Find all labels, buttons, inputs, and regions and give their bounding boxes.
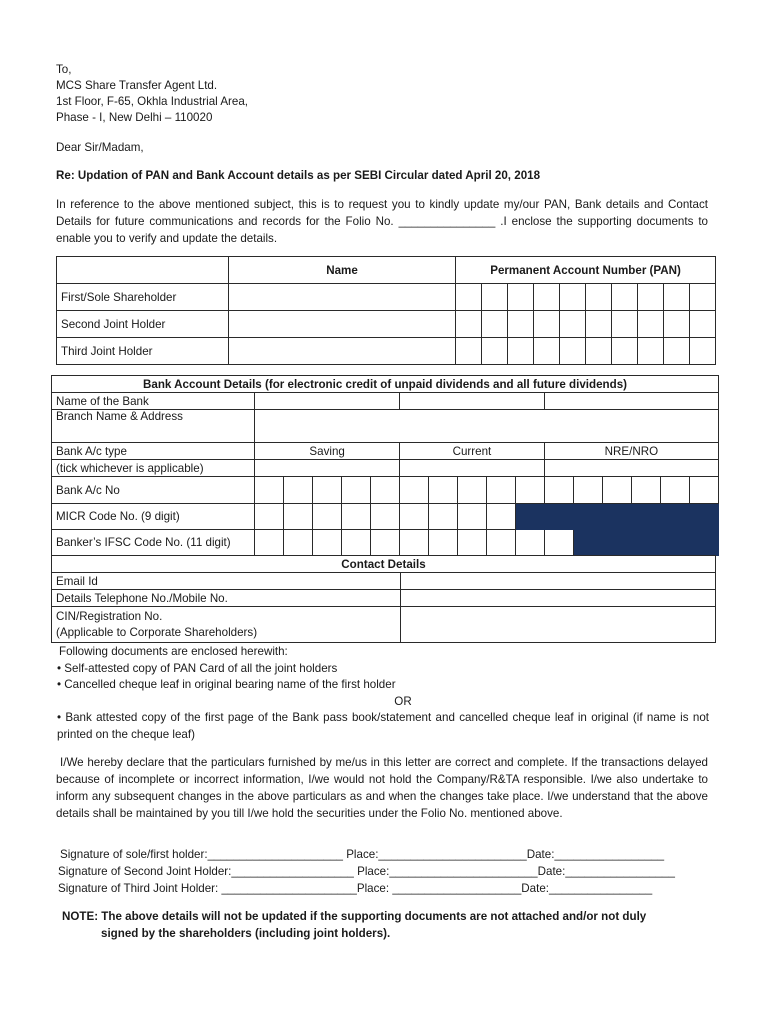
pan-box[interactable] [508, 284, 534, 311]
ifsc-label: Banker’s IFSC Code No. (11 digit) [52, 530, 255, 556]
salutation: Dear Sir/Madam, [56, 141, 144, 154]
pan-header-blank [57, 257, 229, 284]
pan-box[interactable] [534, 338, 560, 365]
bank-name-field[interactable] [544, 393, 718, 410]
ifsc-char-box[interactable] [428, 530, 457, 556]
subject-line: Re: Updation of PAN and Bank Account details as per SEBI Circular dated April 20, 2018 [56, 169, 541, 182]
pan-box[interactable] [508, 311, 534, 338]
account-digit-box[interactable] [342, 477, 371, 504]
or-separator: OR [394, 694, 412, 708]
cin-label [52, 607, 401, 643]
account-digit-box[interactable] [428, 477, 457, 504]
pan-row-third [57, 338, 716, 365]
shaded-cell [660, 530, 689, 556]
bank-name-field[interactable] [400, 393, 545, 410]
pan-box[interactable] [638, 338, 664, 365]
phone-field[interactable] [401, 590, 716, 607]
documents-intro: Following documents are enclosed herewith: [59, 645, 288, 658]
micr-digit-box[interactable] [313, 504, 342, 530]
account-digit-box[interactable] [689, 477, 718, 504]
ifsc-char-box[interactable] [371, 530, 400, 556]
shaded-cell [631, 504, 660, 530]
document-item: • Self-attested copy of PAN Card of all the joint holders [57, 661, 338, 675]
account-digit-box[interactable] [573, 477, 602, 504]
cin-label-text: CIN/Registration No. [56, 609, 163, 623]
micr-digit-box[interactable] [486, 504, 515, 530]
pan-box[interactable] [664, 338, 690, 365]
bank-name-field[interactable] [255, 393, 400, 410]
account-digit-box[interactable] [660, 477, 689, 504]
account-type-label: Bank A/c type [52, 443, 255, 460]
micr-digit-box[interactable] [428, 504, 457, 530]
account-digit-box[interactable] [515, 477, 544, 504]
micr-digit-box[interactable] [284, 504, 313, 530]
account-digit-box[interactable] [255, 477, 284, 504]
pan-box[interactable] [664, 284, 690, 311]
account-digit-box[interactable] [313, 477, 342, 504]
ifsc-char-box[interactable] [486, 530, 515, 556]
saving-tick-box[interactable] [255, 460, 400, 477]
shaded-cell [544, 504, 573, 530]
pan-column-header: Permanent Account Number (PAN) [456, 257, 716, 284]
ifsc-char-box[interactable] [313, 530, 342, 556]
second-holder-label: Second Joint Holder [57, 311, 229, 338]
account-digit-box[interactable] [544, 477, 573, 504]
note-line-1: NOTE: The above details will not be updated if the supporting documents are not attached and/or not duly [62, 910, 647, 923]
pan-box[interactable] [586, 311, 612, 338]
ifsc-char-box[interactable] [515, 530, 544, 556]
ifsc-char-box[interactable] [255, 530, 284, 556]
pan-box[interactable] [534, 311, 560, 338]
pan-table [56, 256, 716, 365]
pan-box[interactable] [690, 311, 716, 338]
name-column-header: Name [229, 257, 456, 284]
pan-box[interactable] [560, 338, 586, 365]
ifsc-char-box[interactable] [400, 530, 429, 556]
documents-list [57, 644, 709, 743]
account-digit-box[interactable] [602, 477, 631, 504]
signature-second-line[interactable]: Signature of Second Joint Holder:___________________ Place:_______________________Date:_________________ [58, 865, 675, 878]
third-holder-name-field[interactable] [229, 338, 456, 365]
pan-box[interactable] [482, 338, 508, 365]
shaded-cell [689, 504, 718, 530]
address-to: To, [56, 63, 72, 76]
pan-box[interactable] [508, 338, 534, 365]
first-holder-name-field[interactable] [229, 284, 456, 311]
contact-details-title: Contact Details [52, 556, 716, 573]
account-type-hint: (tick whichever is applicable) [52, 460, 255, 477]
pan-header-row [57, 257, 716, 284]
micr-digit-box[interactable] [255, 504, 284, 530]
account-number-label: Bank A/c No [52, 477, 255, 504]
intro-paragraph: In reference to the above mentioned subject, this is to request you to kindly update my/our PAN, Bank details and Contact Details for future communications and records for the Folio No. _______________ .I enclose the supporting documents to enable you to verify and update the details. [56, 198, 708, 245]
micr-digit-box[interactable] [371, 504, 400, 530]
document-item: • Bank attested copy of the first page of the Bank pass book/statement and cancelled cheque leaf in original (if name is not printed on the cheque leaf) [57, 711, 709, 741]
account-digit-box[interactable] [486, 477, 515, 504]
micr-digit-box[interactable] [400, 504, 429, 530]
bank-name-label: Name of the Bank [52, 393, 255, 410]
contact-details-table [51, 555, 716, 643]
shaded-cell [689, 530, 718, 556]
pan-box[interactable] [534, 284, 560, 311]
address-floor: 1st Floor, F-65, Okhla Industrial Area, [56, 95, 249, 108]
shaded-cell [602, 504, 631, 530]
shaded-cell [660, 504, 689, 530]
micr-label: MICR Code No. (9 digit) [52, 504, 255, 530]
account-digit-box[interactable] [457, 477, 486, 504]
pan-box[interactable] [690, 284, 716, 311]
ifsc-char-box[interactable] [544, 530, 573, 556]
shaded-cell [573, 504, 602, 530]
ifsc-char-box[interactable] [342, 530, 371, 556]
pan-box[interactable] [586, 338, 612, 365]
document-item: • Cancelled cheque leaf in original bearing name of the first holder [57, 678, 396, 691]
first-holder-label: First/Sole Shareholder [57, 284, 229, 311]
shaded-cell [515, 504, 544, 530]
account-digit-box[interactable] [400, 477, 429, 504]
shaded-cell [602, 530, 631, 556]
pan-row-first [57, 284, 716, 311]
shaded-cell [631, 530, 660, 556]
pan-box[interactable] [664, 311, 690, 338]
bank-details-table [51, 375, 719, 556]
signature-first-line[interactable]: Signature of sole/first holder:_____________________ Place:_______________________Date:_________________ [60, 848, 665, 861]
pan-box[interactable] [560, 311, 586, 338]
pan-box[interactable] [638, 311, 664, 338]
micr-digit-box[interactable] [342, 504, 371, 530]
account-digit-box[interactable] [284, 477, 313, 504]
pan-box[interactable] [612, 311, 638, 338]
account-digit-box[interactable] [631, 477, 660, 504]
bank-details-title: Bank Account Details (for electronic credit of unpaid dividends and all future dividends) [52, 376, 719, 393]
branch-address-field[interactable] [255, 410, 719, 443]
pan-box[interactable] [586, 284, 612, 311]
pan-box[interactable] [612, 338, 638, 365]
pan-box[interactable] [482, 311, 508, 338]
account-digit-box[interactable] [371, 477, 400, 504]
pan-row-second [57, 311, 716, 338]
micr-digit-box[interactable] [457, 504, 486, 530]
pan-box[interactable] [612, 284, 638, 311]
branch-label: Branch Name & Address [52, 410, 255, 443]
third-holder-label: Third Joint Holder [57, 338, 229, 365]
signature-third-line[interactable]: Signature of Third Joint Holder: _____________________Place: ____________________Date:________________ [58, 882, 653, 895]
pan-box[interactable] [456, 311, 482, 338]
cin-field[interactable] [401, 607, 716, 643]
option-nre-nro: NRE/NRO [544, 443, 718, 460]
option-current: Current [400, 443, 545, 460]
address-city: Phase - I, New Delhi – 110020 [56, 111, 213, 124]
current-tick-box[interactable] [400, 460, 545, 477]
pan-box[interactable] [482, 284, 508, 311]
pan-box[interactable] [638, 284, 664, 311]
ifsc-char-box[interactable] [284, 530, 313, 556]
pan-box[interactable] [560, 284, 586, 311]
phone-label: Details Telephone No./Mobile No. [52, 590, 401, 607]
address-company: MCS Share Transfer Agent Ltd. [56, 79, 218, 92]
nre-nro-tick-box[interactable] [544, 460, 718, 477]
cin-hint: (Applicable to Corporate Shareholders) [56, 625, 258, 639]
pan-box[interactable] [456, 338, 482, 365]
declaration-paragraph: I/We hereby declare that the particulars furnished by me/us in this letter are correct and complete. If the transactions delayed because of incomplete or incorrect information, I/we would not hold the Company/R&TA responsible. I/we also undertake to inform any subsequent changes in the above particulars as and when the changes take place. I/we understand that the above details shall be maintained by you till I/we hold the securities under the Folio No. mentioned above. [56, 756, 708, 820]
note-line-2: signed by the shareholders (including joint holders). [101, 927, 391, 940]
second-holder-name-field[interactable] [229, 311, 456, 338]
shaded-cell [573, 530, 602, 556]
pan-box[interactable] [456, 284, 482, 311]
email-label: Email Id [52, 573, 401, 590]
ifsc-char-box[interactable] [457, 530, 486, 556]
email-field[interactable] [401, 573, 716, 590]
pan-box[interactable] [690, 338, 716, 365]
option-saving: Saving [255, 443, 400, 460]
